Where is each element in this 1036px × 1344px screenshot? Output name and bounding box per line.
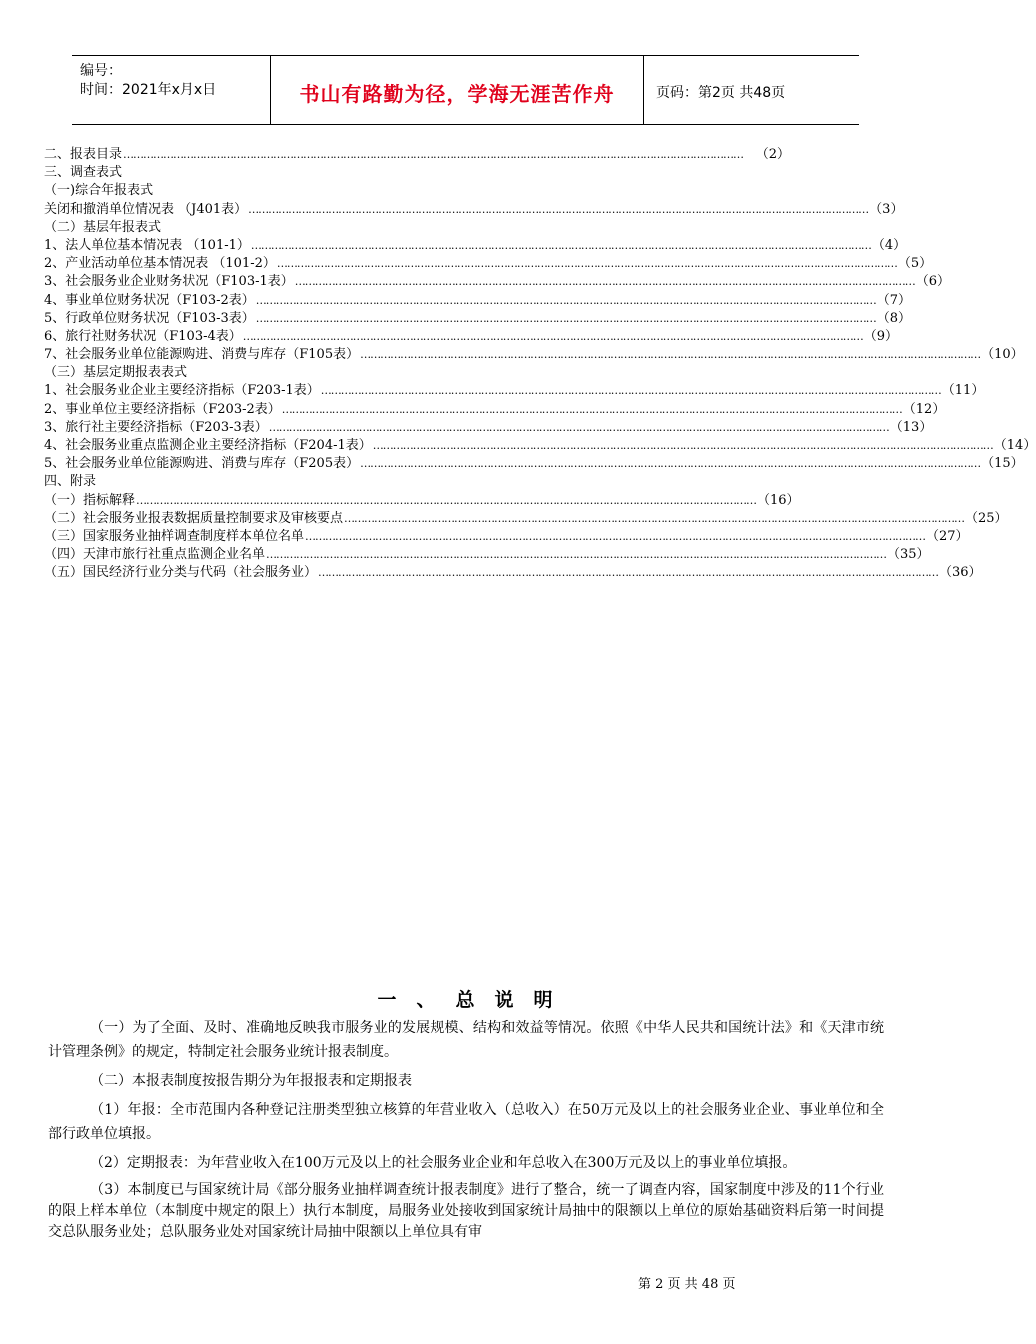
toc-leader-dots: …………………………………………………………………………………………………………………………………………………………………… [276, 257, 897, 271]
toc-entry-title: （三）国家服务业抽样调查制度样本单位名单 [44, 528, 305, 544]
header-motto: 书山有路勤为径，学海无涯苦作舟 [299, 82, 615, 106]
toc-entry-title: 三、调查表式 [44, 165, 123, 181]
toc-entry-title: （二）基层年报表式 [44, 219, 162, 235]
toc-leader-dots: …………………………………………………………………………………………………………………………………………………………………… [305, 529, 926, 543]
paragraph-5: （3）本制度已与国家统计局《部分服务业抽样调查统计报表制度》进行了整合，统一了调查内容，国家制度中涉及的11个行业的限上样本单位（本制度中规定的限上）执行本制度，局服务业处接收到国家统计局抽中的限额以上单位的原始基础资料后第一时间提交总队服务业处；总队服务业处对国家统计局抽中限额以上单位具有审 [48, 1182, 884, 1240]
section-body [48, 1016, 884, 1243]
toc-entry [44, 455, 1024, 473]
toc-entry-page: （3） [869, 201, 904, 217]
toc-entry [44, 273, 951, 291]
section-title-rest: 说明 [494, 989, 573, 1011]
toc-entry-page: （35） [887, 547, 930, 563]
header-divider-2 [643, 55, 644, 124]
toc-entry-title: 7、社会服务业单位能源购进、消费与库存（F105表） [44, 347, 360, 363]
toc-entry-title: 4、社会服务业重点监测企业主要经济指标（F204-1表） [44, 438, 372, 453]
header-divider-1 [270, 55, 271, 124]
toc-entry [44, 419, 933, 437]
toc-entry-page: （9） [863, 328, 899, 344]
toc-leader-dots: …………………………………………………………………………………………………………………………………………………………………… [136, 493, 757, 507]
toc-entry-title: （四）天津市旅行社重点监测企业名单 [44, 547, 266, 563]
paragraph-2: （二）本报表制度按报告期分为年报报表和定期报表 [90, 1073, 412, 1089]
toc-leader-dots: …………………………………………………………………………………………………………………………………………………………………… [266, 548, 887, 562]
toc-entry-title: 6、旅行社财务状况（F103-4表） [44, 328, 242, 344]
toc-entry-title: 5、社会服务业单位能源购进、消费与库存（F205表） [44, 456, 360, 472]
toc-entry-page: （25） [965, 510, 1008, 526]
toc-entry [44, 510, 1008, 528]
toc-entry-title: （一)综合年报表式 [44, 183, 154, 199]
toc-entry-title: 四、附录 [44, 474, 97, 490]
toc-entry-title: （一）指标解释 [44, 492, 136, 508]
toc-entry [44, 182, 790, 200]
toc-entry-page: （13） [889, 419, 933, 435]
toc-leader-dots: …………………………………………………………………………………………………………………………………………………………………… [248, 202, 869, 216]
toc-entry-title: （二）社会服务业报表数据质量控制要求及审核要点 [44, 510, 344, 526]
toc-entry [44, 382, 985, 400]
toc-leader-dots: …………………………………………………………………………………………………………………………………………………………………… [255, 293, 876, 307]
toc-leader-dots: …………………………………………………………………………………………………………………………………………………………………… [123, 148, 744, 161]
table-of-contents [44, 146, 1036, 583]
toc-entry-page: （6） [915, 274, 951, 290]
toc-entry-title: （五）国民经济行业分类与代码（社会服务业） [44, 565, 318, 581]
toc-entry [44, 564, 982, 582]
header-top-rule [72, 55, 859, 56]
toc-entry [44, 201, 904, 219]
toc-entry-page: （15） [981, 456, 1024, 472]
header-bottom-rule [72, 124, 859, 125]
toc-entry-title: 关闭和撤消单位情况表 （J401表） [44, 201, 248, 217]
toc-entry [44, 328, 899, 346]
toc-entry [44, 346, 1024, 364]
toc-entry [44, 146, 790, 164]
toc-entry [44, 546, 930, 564]
toc-entry-title: 3、社会服务业企业财务状况（F103-1表） [44, 274, 294, 290]
paragraph-4: （2）定期报表：为年营业收入在100万元及以上的社会服务业企业和年总收入在300万元及以上的事业单位填报。 [90, 1155, 797, 1171]
toc-entry-page: （10） [981, 347, 1024, 363]
toc-entry-page: （12） [902, 401, 946, 417]
toc-entry-page: （7） [876, 292, 912, 308]
toc-entry [44, 437, 1036, 455]
section-title-prefix: 一、总 [377, 989, 495, 1011]
toc-entry [44, 219, 790, 237]
toc-entry-title: 4、事业单位财务状况（F103-2表） [44, 292, 255, 308]
toc-entry-page: （5） [897, 256, 933, 272]
toc-entry-page: （2） [755, 147, 790, 162]
toc-entry-title: 2、事业单位主要经济指标（F203-2表） [44, 401, 281, 417]
paragraph-3: （1）年报：全市范围内各种登记注册类型独立核算的年营业收入（总收入）在50万元及以上的社会服务业企业、事业单位和全部行政单位填报。 [48, 1102, 884, 1142]
page-footer: 第 2 页 共 48 页 [638, 1277, 736, 1292]
toc-entry-title: 二、报表目录 [44, 147, 123, 162]
toc-leader-dots: …………………………………………………………………………………………………………………………………………………………………… [360, 348, 981, 362]
header-time-label: 时间：2021年x月x日 [80, 82, 217, 98]
toc-entry [44, 255, 933, 273]
toc-entry-title: 3、旅行社主要经济指标（F203-3表） [44, 419, 268, 435]
toc-entry [44, 473, 790, 491]
toc-entry-page: （11） [941, 383, 985, 399]
toc-entry-title: 5、行政单位财务状况（F103-3表） [44, 310, 255, 326]
toc-entry-page: （4） [871, 237, 907, 253]
toc-entry-title: （三）基层定期报表表式 [44, 365, 188, 381]
toc-leader-dots: …………………………………………………………………………………………………………………………………………………………………… [250, 238, 871, 252]
toc-entry-title: 2、产业活动单位基本情况表 （101-2） [44, 256, 276, 272]
toc-entry-page: （14） [993, 438, 1036, 453]
toc-entry [44, 492, 800, 510]
toc-leader-dots: …………………………………………………………………………………………………………………………………………………………………… [294, 275, 915, 289]
toc-entry [44, 401, 946, 419]
toc-leader-dots: …………………………………………………………………………………………………………………………………………………………………… [318, 566, 939, 580]
toc-entry-title: 1、法人单位基本情况表 （101-1） [44, 237, 250, 253]
header-page-label: 页码：第2页 共48页 [656, 85, 786, 101]
toc-leader-dots: …………………………………………………………………………………………………………………………………………………………………… [242, 329, 863, 343]
toc-entry [44, 528, 969, 546]
toc-entry-page: （16） [757, 492, 800, 508]
toc-entry-title: 1、社会服务业企业主要经济指标（F203-1表） [44, 383, 320, 399]
toc-leader-dots: …………………………………………………………………………………………………………………………………………………………………… [255, 311, 876, 325]
toc-leader-dots: …………………………………………………………………………………………………………………………………………………………………… [360, 457, 981, 471]
toc-entry [44, 292, 912, 310]
section-title [0, 985, 950, 1012]
toc-entry [44, 364, 790, 382]
paragraph-1: （一）为了全面、及时、准确地反映我市服务业的发展规模、结构和效益等情况。依照《中华人民共和国统计法》和《天津市统计管理条例》的规定，特制定社会服务业统计报表制度。 [48, 1020, 884, 1060]
toc-entry [44, 310, 912, 328]
toc-entry-page: （27） [926, 528, 969, 544]
toc-entry [44, 237, 907, 255]
toc-leader-dots: …………………………………………………………………………………………………………………………………………………………………… [344, 511, 965, 525]
toc-leader-dots: …………………………………………………………………………………………………………………………………………………………………… [320, 384, 941, 398]
toc-entry-page: （36） [939, 565, 982, 581]
toc-leader-dots: …………………………………………………………………………………………………………………………………………………………………… [372, 439, 993, 452]
header-number-label: 编号： [80, 63, 122, 79]
toc-entry [44, 164, 790, 182]
toc-leader-dots: …………………………………………………………………………………………………………………………………………………………………… [268, 420, 889, 434]
toc-leader-dots: …………………………………………………………………………………………………………………………………………………………………… [281, 402, 902, 416]
toc-entry-page: （8） [876, 310, 912, 326]
